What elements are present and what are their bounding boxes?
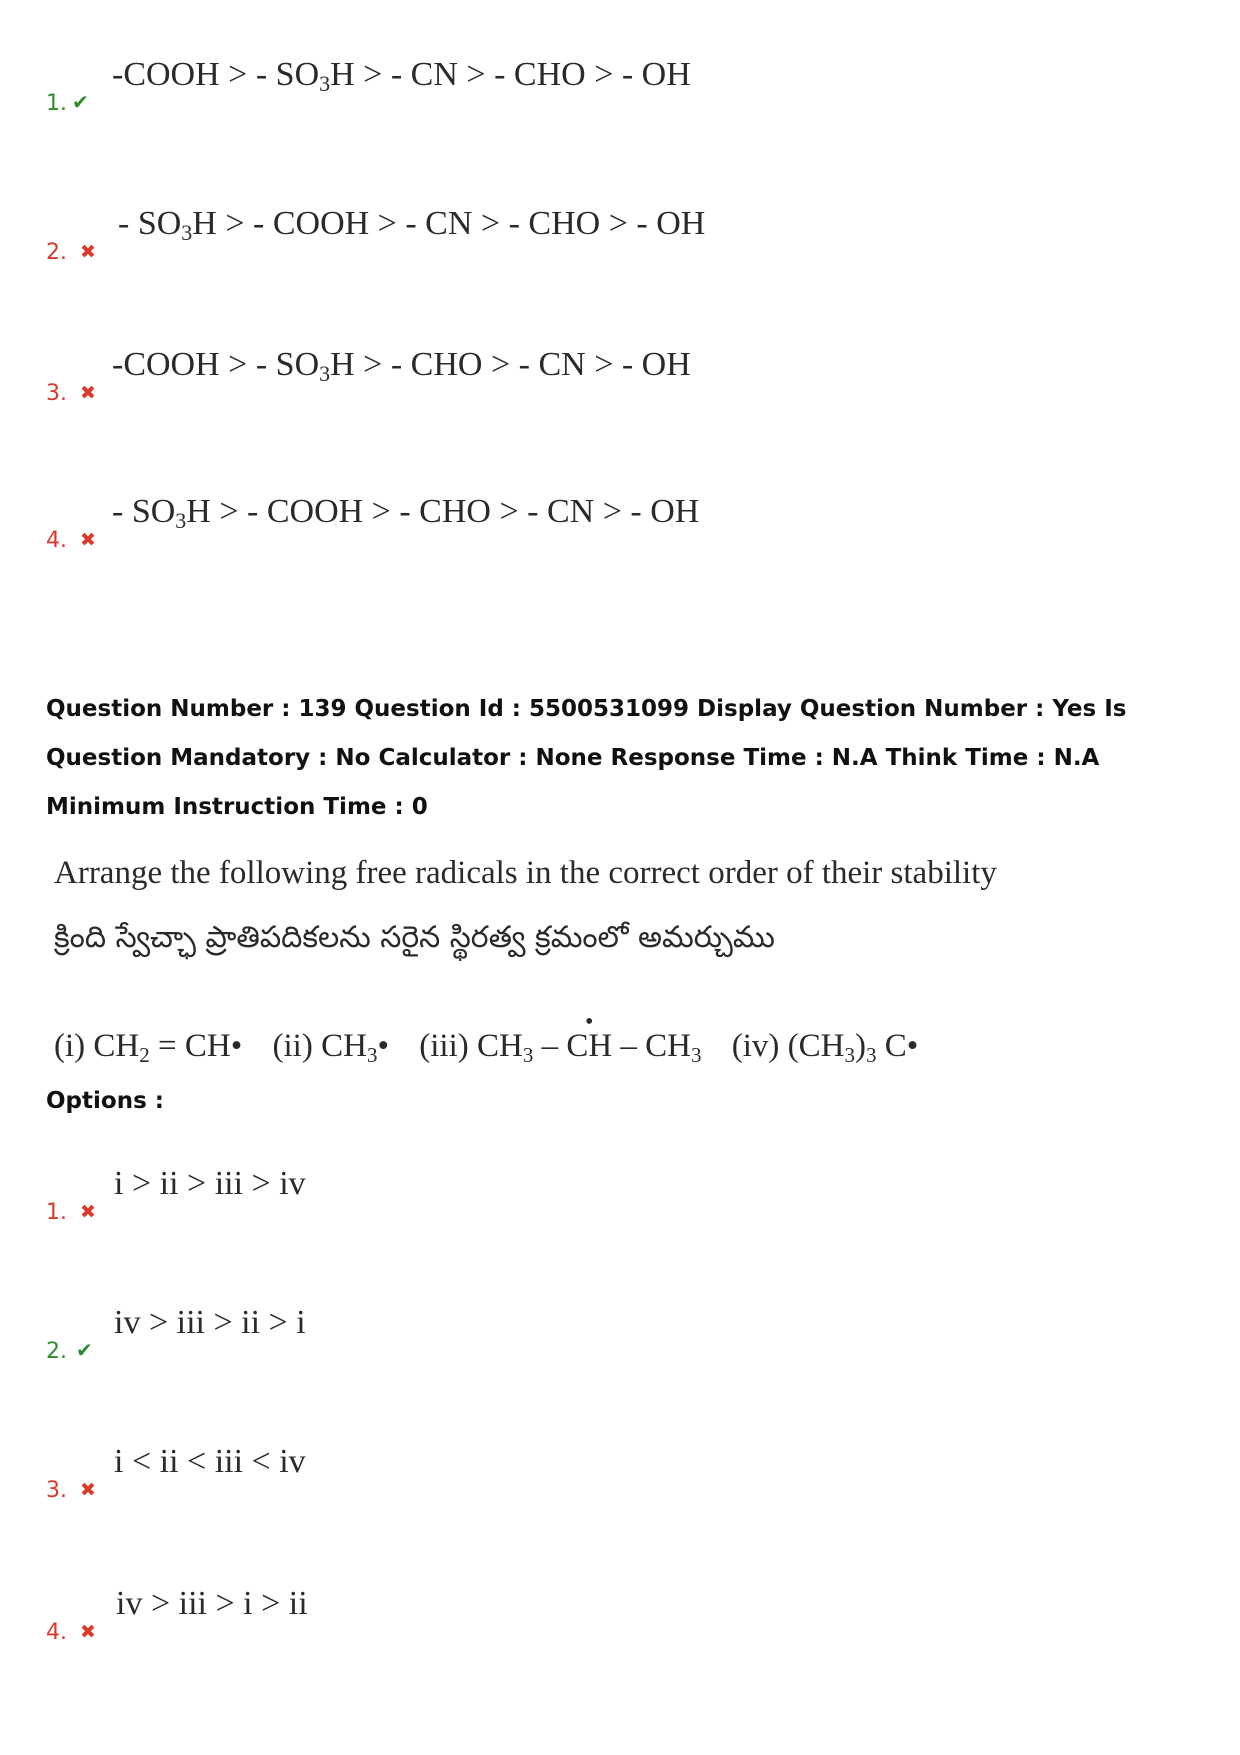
cross-icon: ✖ [80, 241, 96, 263]
check-icon: ✔ [72, 90, 89, 114]
question-text-english: Arrange the following free radicals in the correct order of their stability [54, 855, 997, 891]
option-formula: - $SO_3H$ > - COOH > - CHO > - CN > - OH [112, 493, 700, 533]
cross-icon: ✖ [80, 1201, 96, 1223]
option-1 [46, 1165, 846, 1225]
options-label: Options : [46, 1088, 164, 1114]
option-text: iv > iii > ii > i [114, 1304, 306, 1341]
option-number: 1. [46, 1200, 67, 1225]
radical-list [54, 1009, 940, 1067]
question-text-telugu: క్రింది స్వేచ్ఛా ప్రాతిపదికలను సరైన స్థిరత్వ క్రమంలో అమర్చుము [54, 920, 775, 955]
option-number: 1. [46, 91, 67, 116]
radical-ii: (ii) $CH_3•$ [272, 1028, 389, 1067]
option-formula: -COOH > - $SO_3H$ > - CN > - CHO > - OH [112, 56, 691, 96]
check-icon: ✔ [76, 1338, 93, 1362]
prev-option-2 [46, 205, 846, 265]
option-number: 2. [46, 240, 67, 265]
option-number: 2. [46, 1339, 67, 1364]
prev-option-3 [46, 346, 846, 406]
option-2 [46, 1304, 846, 1364]
radical-iv: (iv) $(CH_3)_3$ C• [731, 1028, 919, 1067]
question-meta: Question Number : 139 Question Id : 5500531099 Display Question Number : Yes Is Question Mandatory : No Calculator : None Response Time : N.A Think Time : N.A Minimum Instruction Time : 0 [46, 696, 1127, 820]
option-number: 4. [46, 1620, 67, 1645]
prev-option-4 [46, 493, 846, 553]
prev-option-1 [46, 56, 846, 116]
option-formula: - $SO_3H$ > - COOH > - CN > - CHO > - OH [118, 205, 706, 245]
option-number: 4. [46, 528, 67, 553]
option-number: 3. [46, 381, 67, 406]
radical-dot: • [585, 1009, 594, 1035]
cross-icon: ✖ [80, 382, 96, 404]
cross-icon: ✖ [80, 1621, 96, 1643]
cross-icon: ✖ [80, 1479, 96, 1501]
radical-iii: (iii) $CH_3$ – • CH – $CH_3$ [419, 1009, 702, 1067]
cross-icon: ✖ [80, 529, 96, 551]
option-text: iv > iii > i > ii [116, 1585, 308, 1622]
option-3 [46, 1443, 846, 1503]
option-4 [46, 1585, 846, 1645]
option-text: i < ii < iii < iv [114, 1443, 306, 1480]
radical-i: (i) $CH_2$ = CH• [54, 1028, 243, 1067]
option-number: 3. [46, 1478, 67, 1503]
option-text: i > ii > iii > iv [114, 1165, 306, 1202]
option-formula: -COOH > - $SO_3H$ > - CHO > - CN > - OH [112, 346, 691, 386]
